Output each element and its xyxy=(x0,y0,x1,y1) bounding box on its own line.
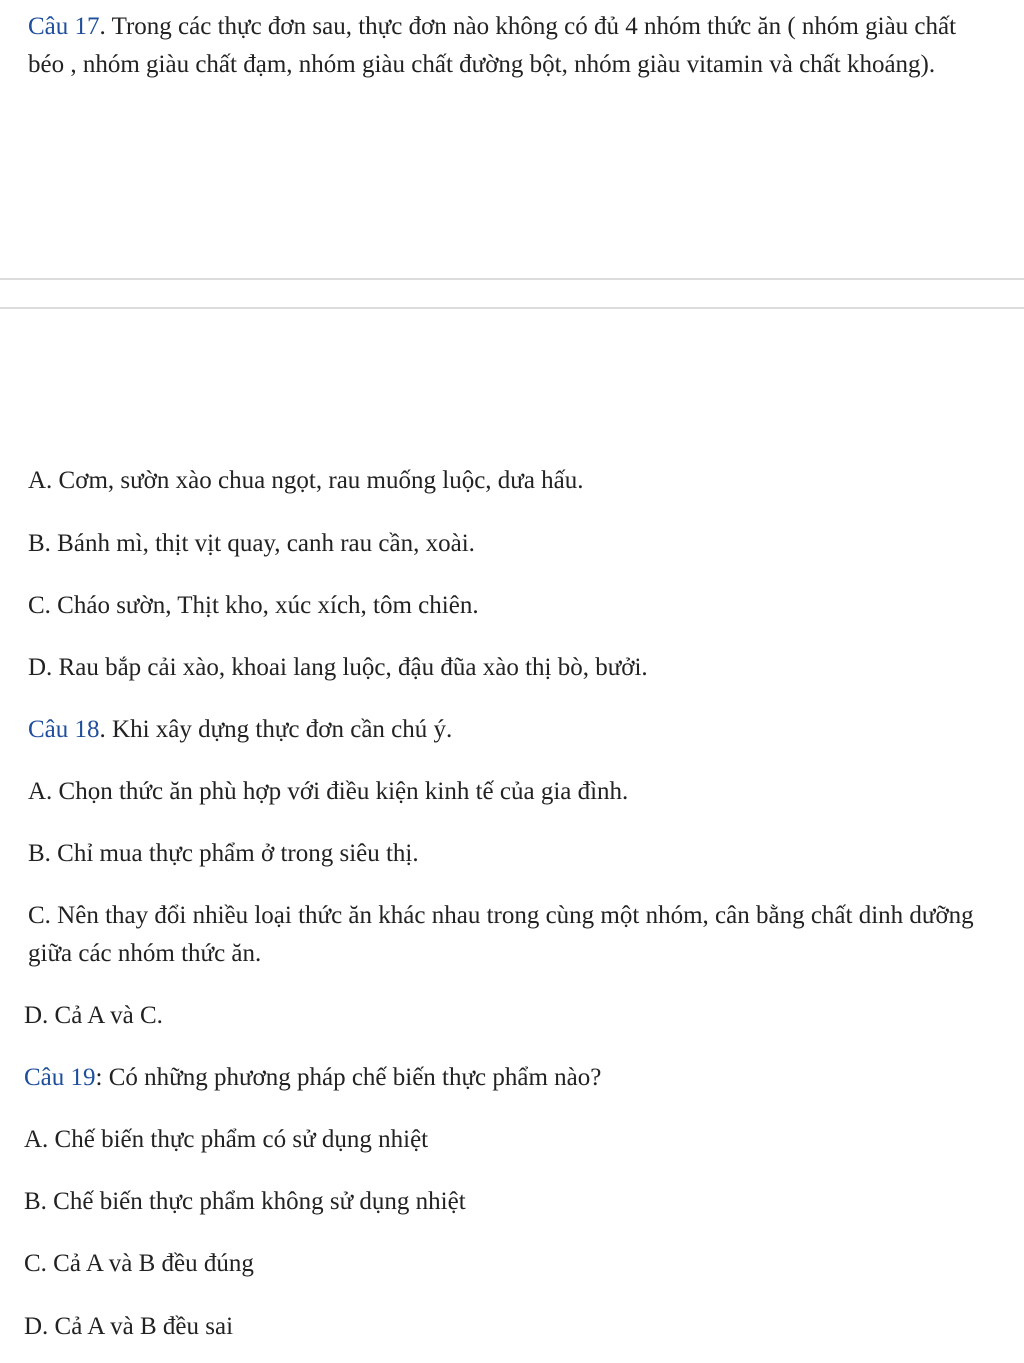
question-17 xyxy=(28,8,994,84)
q18-option-c: C. Nên thay đổi nhiều loại thức ăn khác nhau trong cùng một nhóm, cân bằng chất dinh dưỡng giữa các nhóm thức ăn. xyxy=(28,902,974,967)
q19-option-b: B. Chế biến thực phẩm không sử dụng nhiệt xyxy=(24,1188,466,1215)
question-19 xyxy=(24,1059,994,1097)
q17-option-d: D. Rau bắp cải xào, khoai lang luộc, đậu đũa xào thị bò, bưởi. xyxy=(28,654,648,681)
question-17-text: . Trong các thực đơn sau, thực đơn nào không có đủ 4 nhóm thức ăn ( nhóm giàu chất béo , nhóm giàu chất đạm, nhóm giàu chất đường bột, nhóm giàu vitamin và chất khoáng). xyxy=(28,13,957,78)
question-18-text: . Khi xây dựng thực đơn cần chú ý. xyxy=(99,716,453,743)
question-17-label: Câu 17 xyxy=(28,13,100,40)
q17-option-c: C. Cháo sườn, Thịt kho, xúc xích, tôm chiên. xyxy=(28,592,479,619)
q19-option-c: C. Cả A và B đều đúng xyxy=(24,1250,254,1277)
divider-top xyxy=(0,278,1024,280)
q17-option-a: A. Cơm, sườn xào chua ngọt, rau muống luộc, dưa hấu. xyxy=(28,467,584,494)
question-18 xyxy=(28,711,994,749)
question-19-label: Câu 19 xyxy=(24,1064,96,1091)
q18-option-a: A. Chọn thức ăn phù hợp với điều kiện kinh tế của gia đình. xyxy=(28,778,629,805)
q19-option-a: A. Chế biến thực phẩm có sử dụng nhiệt xyxy=(24,1126,429,1153)
divider-bottom xyxy=(0,307,1024,309)
q18-option-b: B. Chỉ mua thực phẩm ở trong siêu thị. xyxy=(28,840,419,867)
q18-option-d: D. Cả A và C. xyxy=(24,1002,163,1029)
question-18-label: Câu 18 xyxy=(28,716,100,743)
q19-option-d: D. Cả A và B đều sai xyxy=(24,1313,234,1340)
q17-option-b: B. Bánh mì, thịt vịt quay, canh rau cần, xoài. xyxy=(28,530,475,557)
question-19-text: : Có những phương pháp chế biến thực phẩm nào? xyxy=(95,1064,602,1091)
